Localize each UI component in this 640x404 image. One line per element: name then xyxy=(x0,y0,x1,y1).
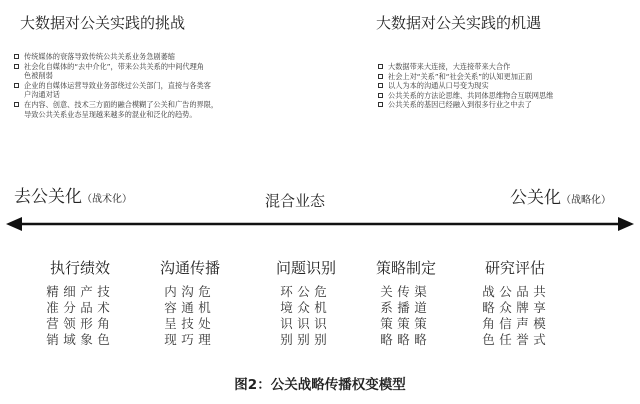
column-title-problem: 问题识别 xyxy=(276,259,337,277)
grid-char: 识 xyxy=(297,316,310,331)
opportunity-text: 社会上对“关系”和“社会关系”的认知更加正面 xyxy=(388,71,533,81)
column-title-execution: 执行绩效 xyxy=(50,259,111,277)
grid-char: 品 xyxy=(80,300,93,315)
grid-char: 形 xyxy=(80,316,93,331)
grid-char: 策 xyxy=(380,316,393,331)
grid-char: 处 xyxy=(198,316,211,331)
grid-char: 略 xyxy=(414,332,427,347)
grid-char: 牌 xyxy=(516,300,529,315)
grid-char: 机 xyxy=(314,300,327,315)
challenges-list xyxy=(14,52,314,119)
grid-char: 环 xyxy=(280,284,293,299)
challenge-item xyxy=(14,62,314,81)
grid-char: 角 xyxy=(482,316,495,331)
challenge-text: 社会化自媒体的“去中介化”，带来公共关系的中间代理角 xyxy=(24,61,204,71)
grid-char: 领 xyxy=(63,316,76,331)
column-title-research: 研究评估 xyxy=(485,259,546,277)
challenge-text-cont: 色被削弱 xyxy=(24,71,53,81)
axis-right-label xyxy=(510,183,611,208)
grid-char: 模 xyxy=(533,316,546,331)
grid-char: 呈 xyxy=(164,316,177,331)
grid-char: 道 xyxy=(414,300,427,315)
checkbox-icon xyxy=(378,93,383,98)
checkbox-icon xyxy=(14,102,19,107)
checkbox-icon xyxy=(14,64,19,69)
grid-char: 技 xyxy=(97,284,110,299)
grid-execution xyxy=(46,284,110,348)
figure-caption: 图2：公关战略传播权变模型 xyxy=(234,377,406,393)
challenge-item xyxy=(14,52,314,62)
grid-char: 享 xyxy=(533,300,546,315)
challenge-text: 在内容、创意、技术三方面的融合模糊了公关和广告的界限， xyxy=(24,99,219,109)
grid-char: 传 xyxy=(397,284,410,299)
checkbox-icon xyxy=(378,102,383,107)
grid-char: 播 xyxy=(397,300,410,315)
grid-char: 式 xyxy=(533,332,546,347)
grid-char: 别 xyxy=(280,332,293,347)
opportunity-item xyxy=(378,72,633,82)
grid-char: 营 xyxy=(46,316,59,331)
grid-problem xyxy=(280,284,327,348)
grid-char: 声 xyxy=(516,316,529,331)
checkbox-icon xyxy=(378,83,383,88)
grid-char: 略 xyxy=(397,332,410,347)
opportunity-text: 公共关系的方法论思维、共同体思维物合互联网思维 xyxy=(388,90,554,100)
grid-char: 略 xyxy=(482,300,495,315)
grid-char: 细 xyxy=(63,284,76,299)
grid-char: 产 xyxy=(80,284,93,299)
column-title-communication: 沟通传播 xyxy=(160,259,221,277)
grid-char: 精 xyxy=(46,284,59,299)
grid-char: 众 xyxy=(297,300,310,315)
grid-char: 理 xyxy=(198,332,211,347)
challenge-text: 企业的自媒体运营导致业务部绕过公关部门，直接与各类客 xyxy=(24,80,211,90)
grid-char: 术 xyxy=(97,300,110,315)
grid-char: 域 xyxy=(63,332,76,347)
grid-char: 内 xyxy=(164,284,177,299)
grid-char: 角 xyxy=(97,316,110,331)
grid-char: 公 xyxy=(499,284,512,299)
opportunity-item xyxy=(378,91,633,101)
opportunity-item xyxy=(378,62,633,72)
grid-char: 系 xyxy=(380,300,393,315)
grid-char: 沟 xyxy=(181,284,194,299)
challenge-item xyxy=(14,100,314,119)
grid-char: 色 xyxy=(482,332,495,347)
grid-char: 誉 xyxy=(516,332,529,347)
grid-char: 机 xyxy=(198,300,211,315)
grid-char: 任 xyxy=(499,332,512,347)
checkbox-icon xyxy=(14,83,19,88)
grid-char: 危 xyxy=(198,284,211,299)
axis-right-sub: （战略化） xyxy=(561,195,611,206)
grid-strategy xyxy=(380,284,427,348)
opportunity-text: 以人为本的沟通从口号变为现实 xyxy=(388,81,489,91)
grid-char: 巧 xyxy=(181,332,194,347)
grid-char: 分 xyxy=(63,300,76,315)
axis-right-main: 公关化 xyxy=(510,188,561,208)
grid-char: 容 xyxy=(164,300,177,315)
grid-char: 共 xyxy=(533,284,546,299)
left-panel-title: 大数据对公关实践的挑战 xyxy=(20,14,186,32)
right-panel-title: 大数据对公关实践的机遇 xyxy=(376,14,542,32)
grid-research xyxy=(482,284,546,348)
axis-left-label xyxy=(14,182,132,207)
grid-char: 别 xyxy=(314,332,327,347)
grid-char: 策 xyxy=(397,316,410,331)
challenge-text-cont: 户沟通对话 xyxy=(24,90,60,100)
grid-char: 色 xyxy=(97,332,110,347)
grid-char: 销 xyxy=(46,332,59,347)
grid-char: 识 xyxy=(314,316,327,331)
grid-char: 品 xyxy=(516,284,529,299)
grid-char: 策 xyxy=(414,316,427,331)
grid-char: 象 xyxy=(80,332,93,347)
grid-char: 关 xyxy=(380,284,393,299)
opportunity-item xyxy=(378,100,633,110)
arrow-head-left xyxy=(6,217,22,231)
grid-char: 识 xyxy=(280,316,293,331)
checkbox-icon xyxy=(378,64,383,69)
axis-center-label: 混合业态 xyxy=(265,192,326,210)
opportunity-item xyxy=(378,81,633,91)
opportunity-text: 公共关系的基因已经融入到很多行业之中去了 xyxy=(388,100,532,110)
grid-char: 信 xyxy=(499,316,512,331)
grid-char: 通 xyxy=(181,300,194,315)
column-title-strategy: 策略制定 xyxy=(376,259,437,277)
grid-char: 略 xyxy=(380,332,393,347)
grid-char: 准 xyxy=(46,300,59,315)
checkbox-icon xyxy=(378,74,383,79)
grid-char: 现 xyxy=(164,332,177,347)
axis-left-main: 去公关化 xyxy=(14,187,82,207)
grid-char: 境 xyxy=(280,300,293,315)
grid-char: 渠 xyxy=(414,284,427,299)
opportunity-text: 大数据带来大连接，大连接带来大合作 xyxy=(388,62,511,71)
grid-char: 战 xyxy=(482,284,495,299)
grid-char: 公 xyxy=(297,284,310,299)
grid-communication xyxy=(164,284,211,348)
checkbox-icon xyxy=(14,54,19,59)
axis-left-sub: （战术化） xyxy=(82,194,132,205)
arrow-head-right xyxy=(618,217,634,231)
challenge-text: 传统媒体的衰落导致传统公共关系业务急剧萎缩 xyxy=(24,52,175,61)
double-arrow xyxy=(0,214,640,234)
challenge-text-cont: 导致公共关系业态呈现越来越多的混业和泛化的趋势。 xyxy=(24,109,197,119)
grid-char: 技 xyxy=(181,316,194,331)
opportunities-list xyxy=(378,62,633,110)
challenge-item xyxy=(14,81,314,100)
grid-char: 众 xyxy=(499,300,512,315)
grid-char: 别 xyxy=(297,332,310,347)
grid-char: 危 xyxy=(314,284,327,299)
